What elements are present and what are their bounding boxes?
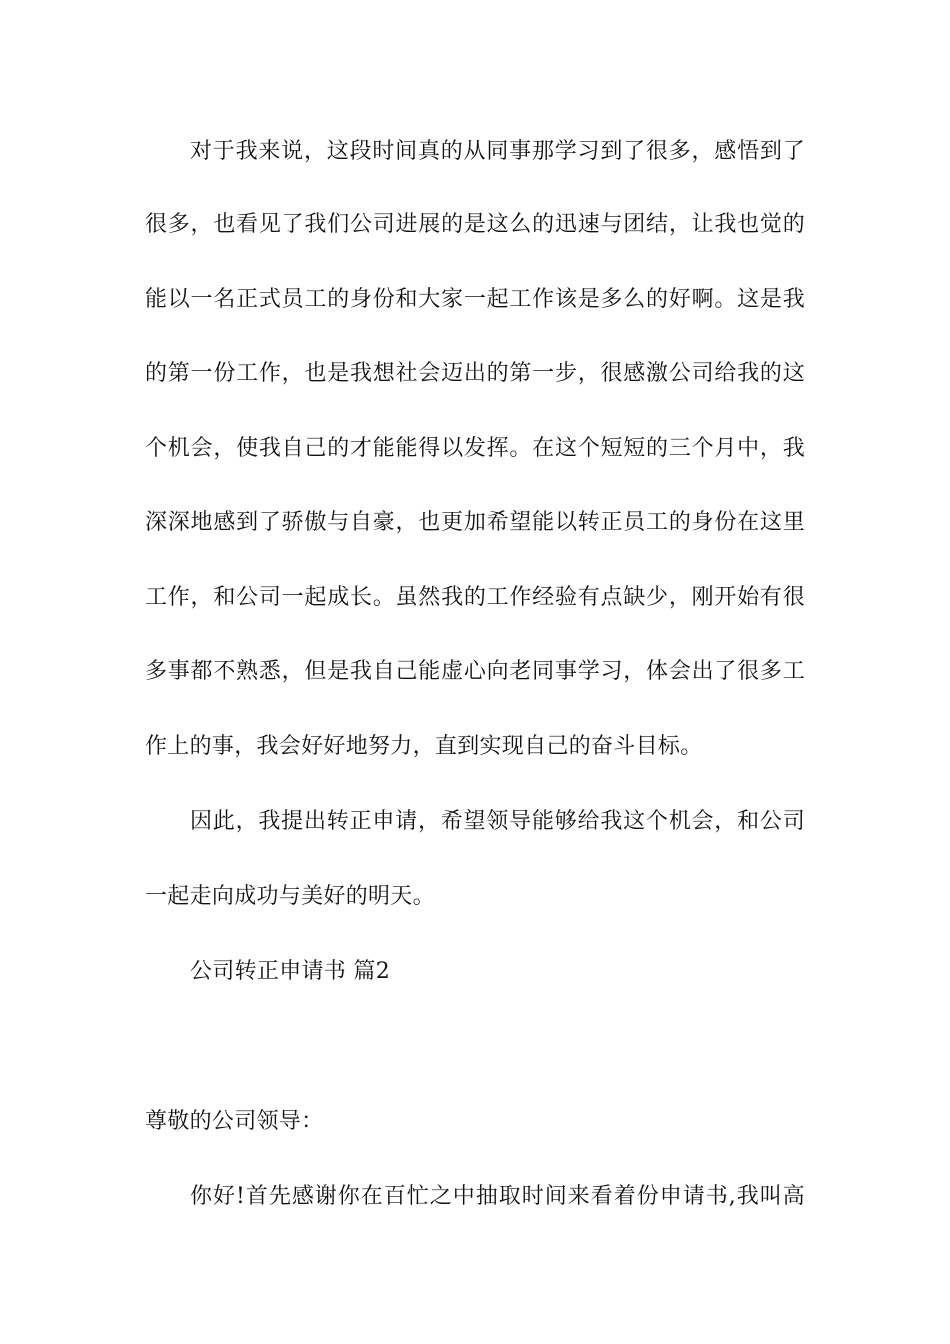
paragraph-1-line-8: 多事都不熟悉，但是我自己能虚心向老同事学习，体会出了很多工 <box>145 659 805 684</box>
salutation: 尊敬的公司领导： <box>145 1109 324 1134</box>
section-heading: 公司转正申请书 篇2 <box>190 959 390 984</box>
paragraph-3-line-1: 你好!首先感谢你在百忙之中抽取时间来看着份申请书,我叫高 <box>190 1184 805 1209</box>
paragraph-1-line-3: 能以一名正式员工的身份和大家一起工作该是多么的好啊。这是我 <box>145 287 805 312</box>
paragraph-1-line-1: 对于我来说，这段时间真的从同事那学习到了很多，感悟到了 <box>190 139 805 164</box>
paragraph-1-line-4: 的第一份工作，也是我想社会迈出的第一步，很感激公司给我的这 <box>145 361 805 386</box>
paragraph-1-line-2: 很多，也看见了我们公司进展的是这么的迅速与团结，让我也觉的 <box>145 212 805 237</box>
paragraph-1-line-9: 作上的事，我会好好地努力，直到实现自己的奋斗目标。 <box>145 734 703 759</box>
paragraph-1-line-5: 个机会，使我自己的才能能得以发挥。在这个短短的三个月中，我 <box>145 436 805 461</box>
paragraph-1-line-7: 工作，和公司一起成长。虽然我的工作经验有点缺少，刚开始有很 <box>145 585 805 610</box>
paragraph-1-line-6: 深深地感到了骄傲与自豪，也更加希望能以转正员工的身份在这里 <box>145 510 805 535</box>
paragraph-2-line-1: 因此，我提出转正申请，希望领导能够给我这个机会，和公司 <box>190 809 805 834</box>
paragraph-2-line-2: 一起走向成功与美好的明天。 <box>145 884 435 909</box>
